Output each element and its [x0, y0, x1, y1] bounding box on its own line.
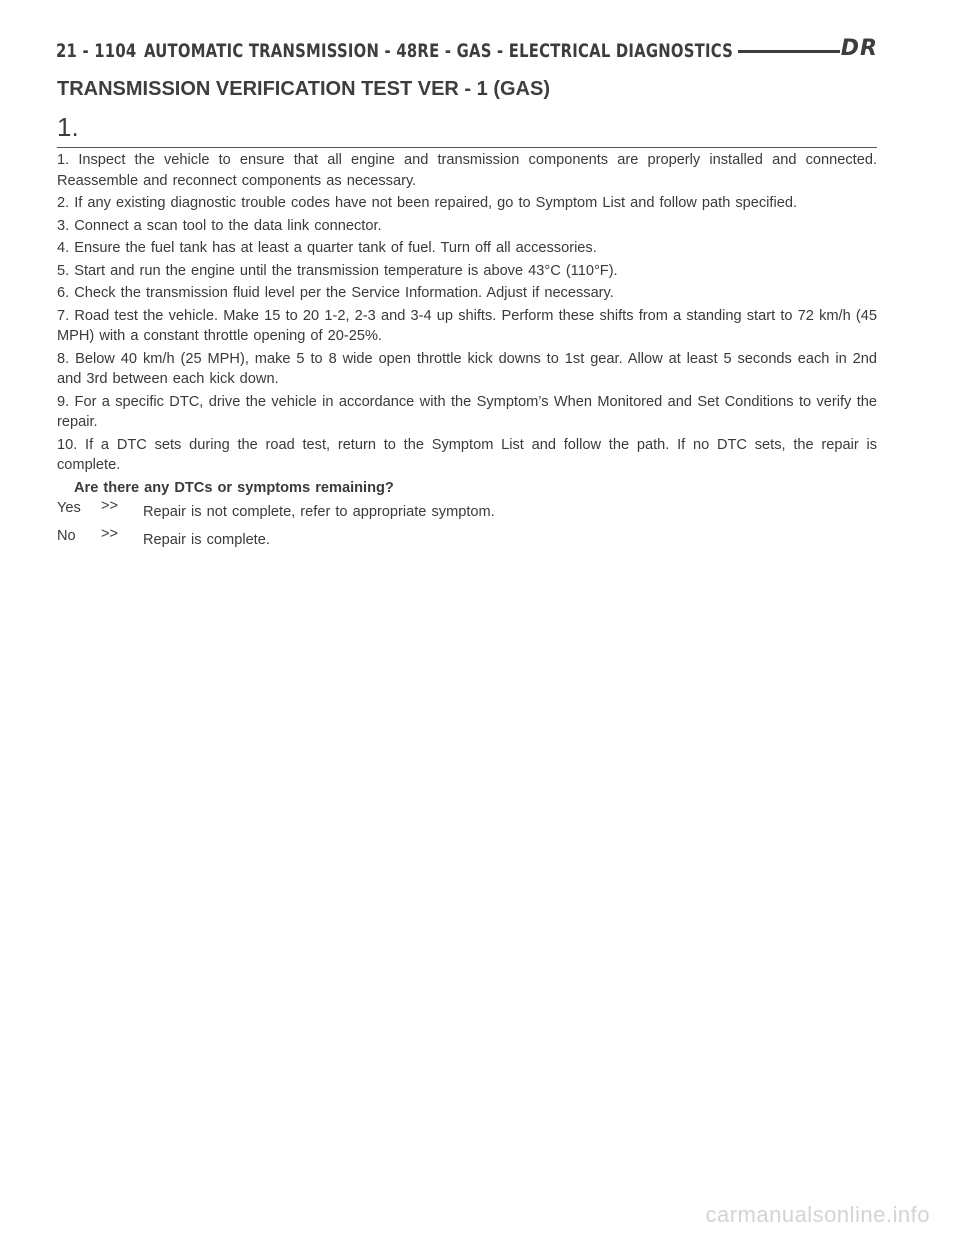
- model-code: DR: [840, 36, 878, 61]
- answer-no-key: No: [57, 527, 76, 544]
- answer-no: [57, 525, 877, 552]
- verification-question: Are there any DTCs or symptoms remaining?: [74, 479, 394, 496]
- watermark: carmanualsonline.info: [705, 1202, 930, 1227]
- answer-yes: [57, 497, 877, 524]
- page-reference: 21 - 1104: [56, 40, 137, 62]
- step-item: 5. Start and run the engine until the transmission temperature is above 43°C (110°F).: [57, 262, 618, 279]
- step-item: 1. Inspect the vehicle to ensure that all engine and transmission components are properly installed and connected. Reassemble and reconnect components as necessary.: [57, 152, 877, 189]
- answer-yes-key: Yes: [57, 499, 81, 516]
- running-header: [56, 36, 878, 66]
- step-item: 7. Road test the vehicle. Make 15 to 20 1-2, 2-3 and 3-4 up shifts. Perform these shifts from a standing start to 72 km/h (45 MPH) with a constant throttle opening of 20-25%.: [57, 307, 877, 344]
- step-number: 1.: [57, 112, 79, 142]
- step-item: 3. Connect a scan tool to the data link connector.: [57, 217, 382, 234]
- answer-yes-arrow: >>: [101, 497, 119, 514]
- step-item: 10. If a DTC sets during the road test, return to the Symptom List and follow the path. If no DTC sets, the repair is complete.: [57, 436, 877, 473]
- page-title: TRANSMISSION VERIFICATION TEST VER - 1 (GAS): [57, 78, 550, 100]
- step-divider: [57, 147, 877, 148]
- answer-no-text: Repair is complete.: [143, 531, 270, 548]
- step-item: 4. Ensure the fuel tank has at least a quarter tank of fuel. Turn off all accessories.: [57, 240, 597, 256]
- step-list: [57, 150, 877, 552]
- section-title: AUTOMATIC TRANSMISSION - 48RE - GAS - ELECTRICAL DIAGNOSTICS: [144, 40, 734, 62]
- step-item: 9. For a specific DTC, drive the vehicle in accordance with the Symptom’s When Monitored and Set Conditions to verify the repair.: [57, 393, 877, 430]
- step-item: 8. Below 40 km/h (25 MPH), make 5 to 8 wide open throttle kick downs to 1st gear. Allow at least 5 seconds each in 2nd and 3rd between each kick down.: [57, 350, 877, 387]
- answer-no-arrow: >>: [101, 525, 119, 542]
- answer-yes-text: Repair is not complete, refer to appropriate symptom.: [143, 503, 495, 520]
- header-rule: [738, 50, 840, 53]
- step-item: 6. Check the transmission fluid level per the Service Information. Adjust if necessary.: [57, 285, 614, 301]
- step-item: 2. If any existing diagnostic trouble codes have not been repaired, go to Symptom List and follow path specified.: [57, 195, 798, 211]
